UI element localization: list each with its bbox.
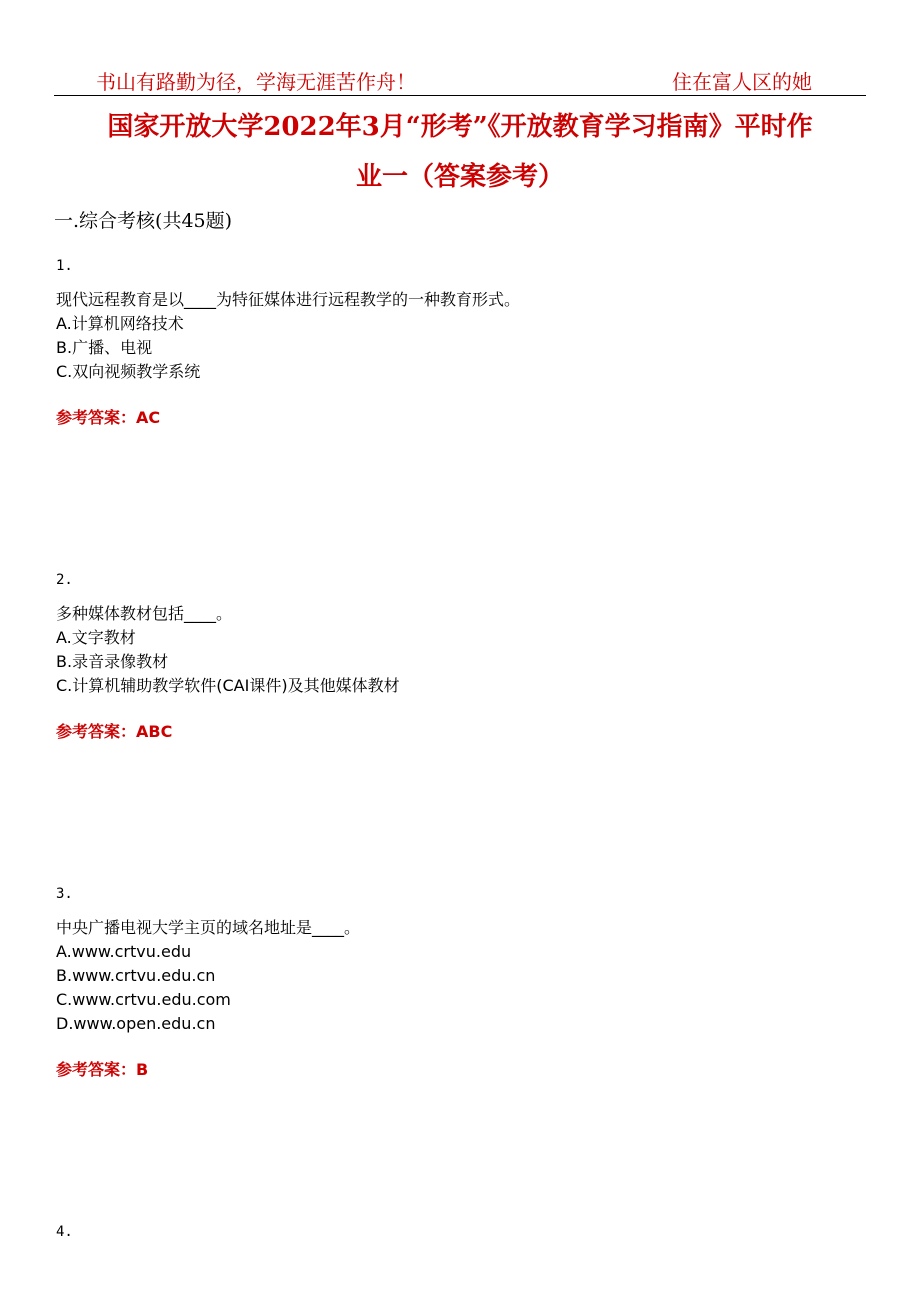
- question-block: [56, 568, 400, 744]
- question-number: 2.: [56, 572, 73, 588]
- question-option: D.www.open.edu.cn: [56, 1014, 216, 1033]
- header-divider: [54, 95, 866, 96]
- question-option: B.广播、电视: [56, 338, 153, 357]
- question-option: A.计算机网络技术: [56, 314, 184, 333]
- question-block: [56, 1220, 73, 1244]
- question-block: [56, 254, 520, 430]
- reference-answer: 参考答案：ABC: [56, 722, 173, 741]
- question-option: C.计算机辅助教学软件(CAI课件)及其他媒体教材: [56, 676, 400, 695]
- question-stem: 中央广播电视大学主页的域名地址是____。: [56, 918, 361, 937]
- question-option: C.双向视频教学系统: [56, 362, 201, 381]
- question-number: 4.: [56, 1224, 73, 1240]
- question-block: [56, 882, 360, 1082]
- question-option: C.www.crtvu.edu.com: [56, 990, 231, 1009]
- question-number: 1.: [56, 258, 73, 274]
- question-option: B.www.crtvu.edu.cn: [56, 966, 216, 985]
- section-heading: 一.综合考核(共45题): [54, 210, 233, 232]
- question-stem: 现代远程教育是以____为特征媒体进行远程教学的一种教育形式。: [56, 290, 521, 309]
- question-number: 3.: [56, 886, 73, 902]
- reference-answer: 参考答案：AC: [56, 408, 161, 427]
- document-title-line-2: 业一（答案参考）: [355, 162, 564, 192]
- document-title-line-1: 国家开放大学2022年3月“形考”《开放教育学习指南》平时作: [107, 112, 813, 142]
- question-stem: 多种媒体教材包括____。: [56, 604, 233, 623]
- reference-answer: 参考答案：B: [56, 1060, 149, 1079]
- question-option: A.文字教材: [56, 628, 136, 647]
- document-title: [54, 102, 866, 202]
- header-author: 住在富人区的她: [672, 70, 812, 94]
- question-option: B.录音录像教材: [56, 652, 169, 671]
- header-motto: 书山有路勤为径，学海无涯苦作舟！: [96, 70, 416, 94]
- question-option: A.www.crtvu.edu: [56, 942, 192, 961]
